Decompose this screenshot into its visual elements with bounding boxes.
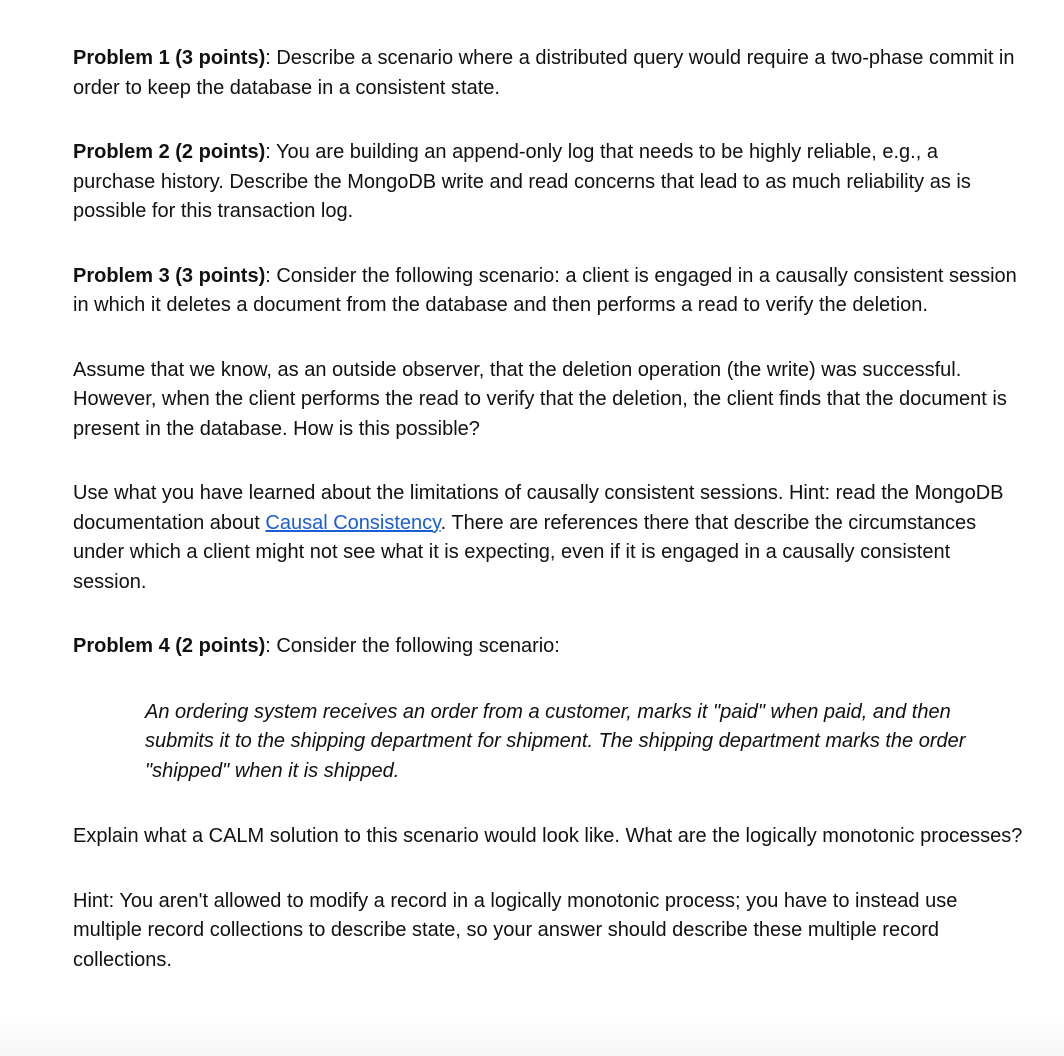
problem-1-title: Problem 1 (3 points) [73, 47, 266, 69]
problem-3-title: Problem 3 (3 points) [73, 264, 266, 287]
problem-4-paragraph-3: Hint: You aren't allowed to modify a record in a logically monotonic process; you have to instead use multiple record collections to describe state, so your answer should describe these multiple record collections. [73, 889, 958, 971]
problem-1 [73, 44, 1023, 103]
problem-4-text: : Consider the following scenario: [265, 635, 560, 657]
document-body [73, 44, 1023, 975]
problem-3-paragraph-2: Assume that we know, as an outside observer, that the deletion operation (the write) was successful. However, when the client performs the read to verify that the deletion, the client finds that the document is present in the database. How is this possible? [73, 358, 1007, 440]
problem-2-title: Problem 2 (2 points) [73, 141, 266, 163]
problem-1-text: : Describe a scenario where a distributed query would require a two-phase commit in order to keep the database in a consistent state. [73, 47, 1015, 99]
page-bottom-fade [0, 1016, 1064, 1056]
problem-3-para3-after: . There are references there that describe the circumstances under which a client might not see what it is expecting, even if it is engaged in a causally consistent session. [73, 511, 977, 593]
problem-2 [73, 138, 1023, 227]
problem-3-text: : Consider the following scenario: a client is engaged in a causally consistent session in which it deletes a document from the database and then performs a read to verify the deletion. [73, 264, 1017, 316]
problem-3-paragraph-3 [73, 479, 1023, 597]
problem-3-para3-before: Use what you have learned about the limitations of causally consistent sessions. Hint: read the MongoDB documentation about [73, 482, 1004, 534]
problem-3 [73, 262, 1023, 321]
problem-4-paragraph-2: Explain what a CALM solution to this scenario would look like. What are the logically monotonic processes? [73, 825, 1023, 847]
causal-consistency-link[interactable]: Causal Consistency [265, 511, 441, 534]
problem-4 [73, 632, 1023, 662]
problem-4-scenario-quote: An ordering system receives an order from a customer, marks it "paid" when paid, and then submits it to the shipping department for shipment. The shipping department marks the order "shipped" when it is shipped. [145, 700, 966, 782]
problem-2-text: : You are building an append-only log that needs to be highly reliable, e.g., a purchase history. Describe the MongoDB write and read concerns that lead to as much reliability as is possible for this transaction log. [73, 141, 971, 222]
problem-4-title: Problem 4 (2 points) [73, 635, 266, 657]
